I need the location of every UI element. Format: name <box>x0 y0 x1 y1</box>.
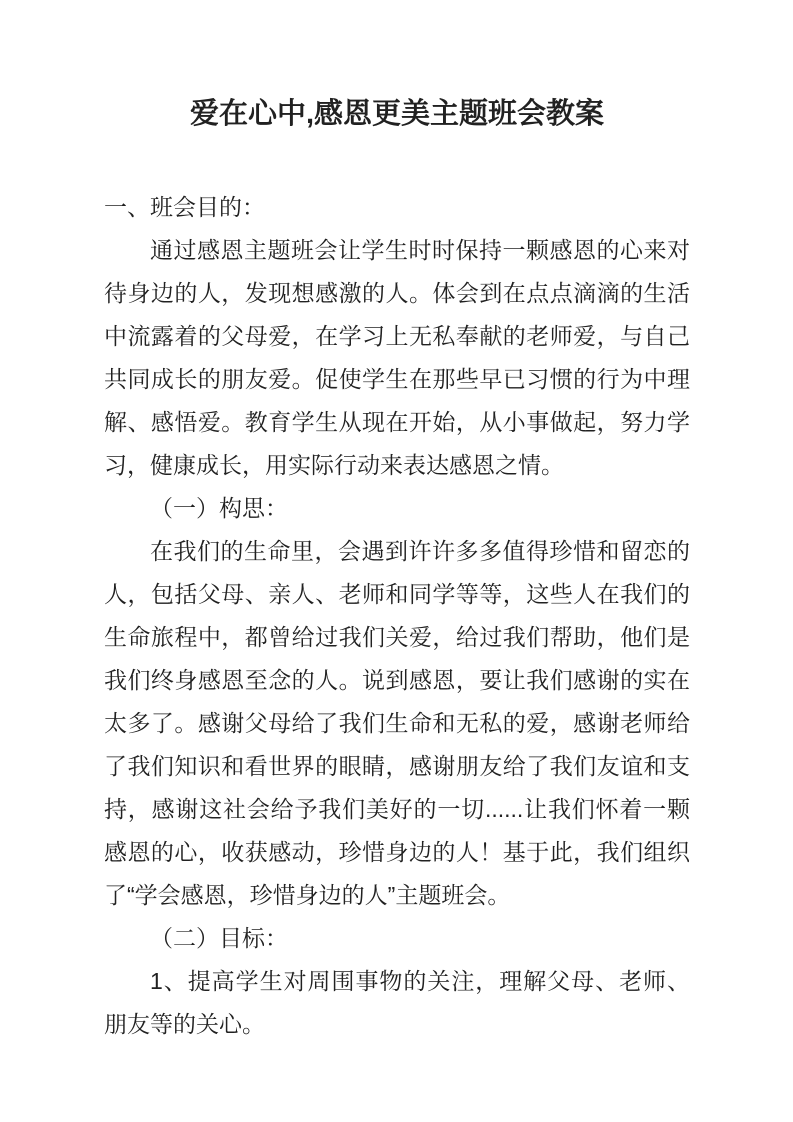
section-heading-purpose: 一、班会目的： <box>104 194 265 220</box>
subheading-concept: （一）构思： <box>150 495 288 521</box>
document-title: 爱在心中,感恩更美主题班会教案 <box>189 98 605 130</box>
subheading-goals: （二）目标： <box>150 925 288 951</box>
paragraph-goal-1: 1、提高学生对周围事物的关注，理解父母、老师、朋友等的关心。 <box>104 968 690 1037</box>
paragraph-concept: 在我们的生命里，会遇到许许多多值得珍惜和留恋的人，包括父母、亲人、老师和同学等等，这些人在我们的生命旅程中，都曾给过我们关爱，给过我们帮助，他们是我们终身感恩至念的人。说到感恩，要让我们感谢的实在太多了。感谢父母给了我们生命和无私的爱，感谢老师给了我们知识和看世界的眼睛，感谢朋友给了我们友谊和支持，感谢这社会给予我们美好的一切......让我们怀着一颗感恩的心，收获感动，珍惜身边的人！基于此，我们组织了“学会感恩，珍惜身边的人”主题班会。 <box>104 538 690 908</box>
paragraph-purpose: 通过感恩主题班会让学生时时保持一颗感恩的心来对待身边的人，发现想感激的人。体会到在点点滴滴的生活中流露着的父母爱，在学习上无私奉献的老师爱，与自己共同成长的朋友爱。促使学生在那些早已习惯的行为中理解、感悟爱。教育学生从现在开始，从小事做起，努力学习，健康成长，用实际行动来表达感恩之情。 <box>104 237 690 478</box>
